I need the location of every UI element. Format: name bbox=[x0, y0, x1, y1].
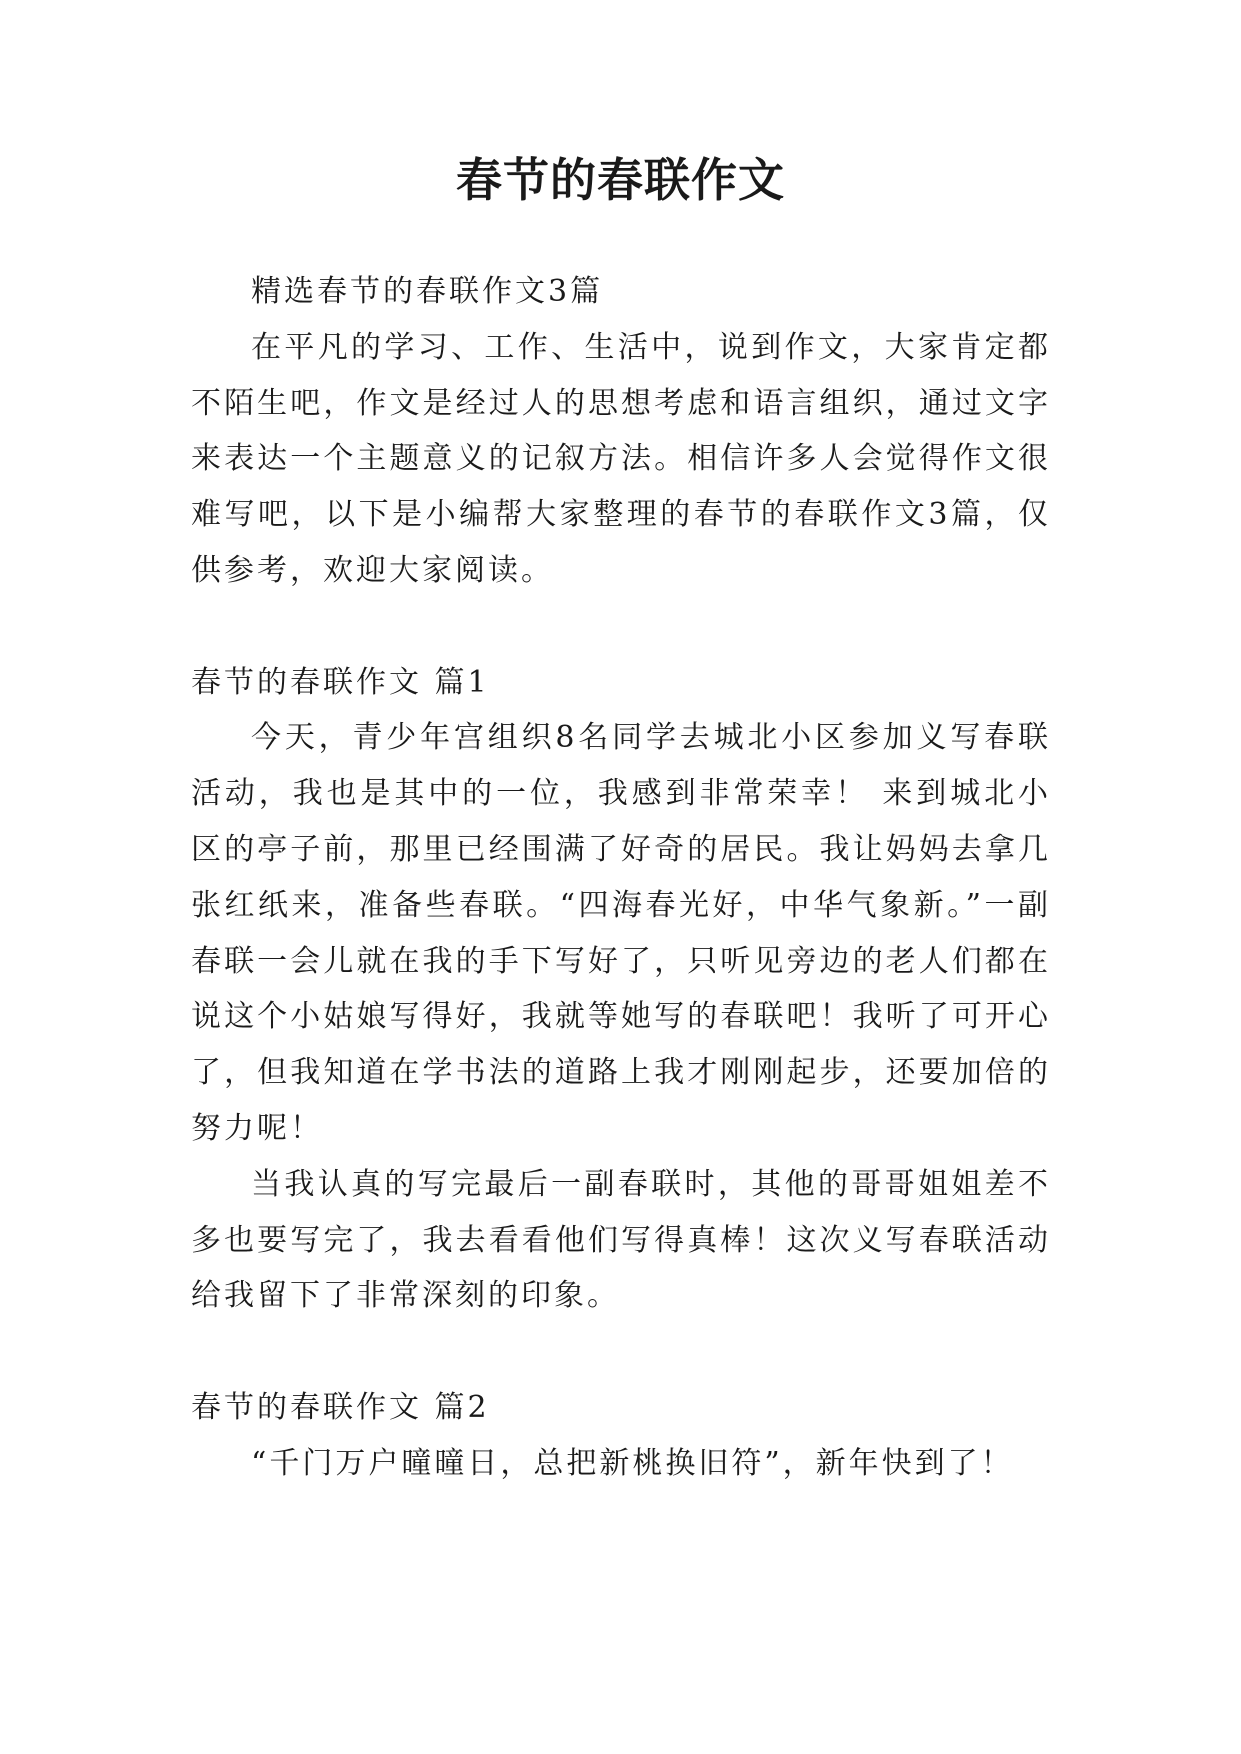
section-spacer bbox=[191, 1324, 1051, 1380]
section-2-paragraph-1: “千门万户曈曈日，总把新桃换旧符”，新年快到了！ bbox=[251, 1445, 1014, 1481]
section-spacer bbox=[191, 599, 1051, 655]
section-1-paragraph-1: 今天，青少年宫组织8名同学去城北小区参加义写春联活动，我也是其中的一位，我感到非常荣幸！ 来到城北小区的亭子前，那里已经围满了好奇的居民。我让妈妈去拿几张红纸来，准备些春联。“四海春光好，中华气象新。”一副春联一会儿就在我的手下写好了，只听见旁边的老人们都在说这个小姑娘写得好，我就等她写的春联吧！我听了可开心了，但我知道在学书法的道路上我才刚刚起步，还要加倍的努力呢！ bbox=[191, 720, 1051, 1146]
document-title: 春节的春联作文 bbox=[456, 153, 785, 207]
document-body bbox=[191, 264, 1051, 1492]
section-1-paragraph-2: 当我认真的写完最后一副春联时，其他的哥哥姐姐差不多也要写完了，我去看看他们写得真棒！这次义写春联活动给我留下了非常深刻的印象。 bbox=[191, 1166, 1051, 1314]
intro-label: 精选春节的春联作文3篇 bbox=[251, 274, 604, 309]
intro-paragraph: 在平凡的学习、工作、生活中，说到作文，大家肯定都不陌生吧，作文是经过人的思想考虑和语言组织，通过文字来表达一个主题意义的记叙方法。相信许多人会觉得作文很难写吧，以下是小编帮大家整理的春节的春联作文3篇，仅供参考，欢迎大家阅读。 bbox=[191, 329, 1051, 588]
section-heading-1: 春节的春联作文 篇1 bbox=[191, 664, 490, 700]
section-heading-2: 春节的春联作文 篇2 bbox=[191, 1389, 490, 1425]
